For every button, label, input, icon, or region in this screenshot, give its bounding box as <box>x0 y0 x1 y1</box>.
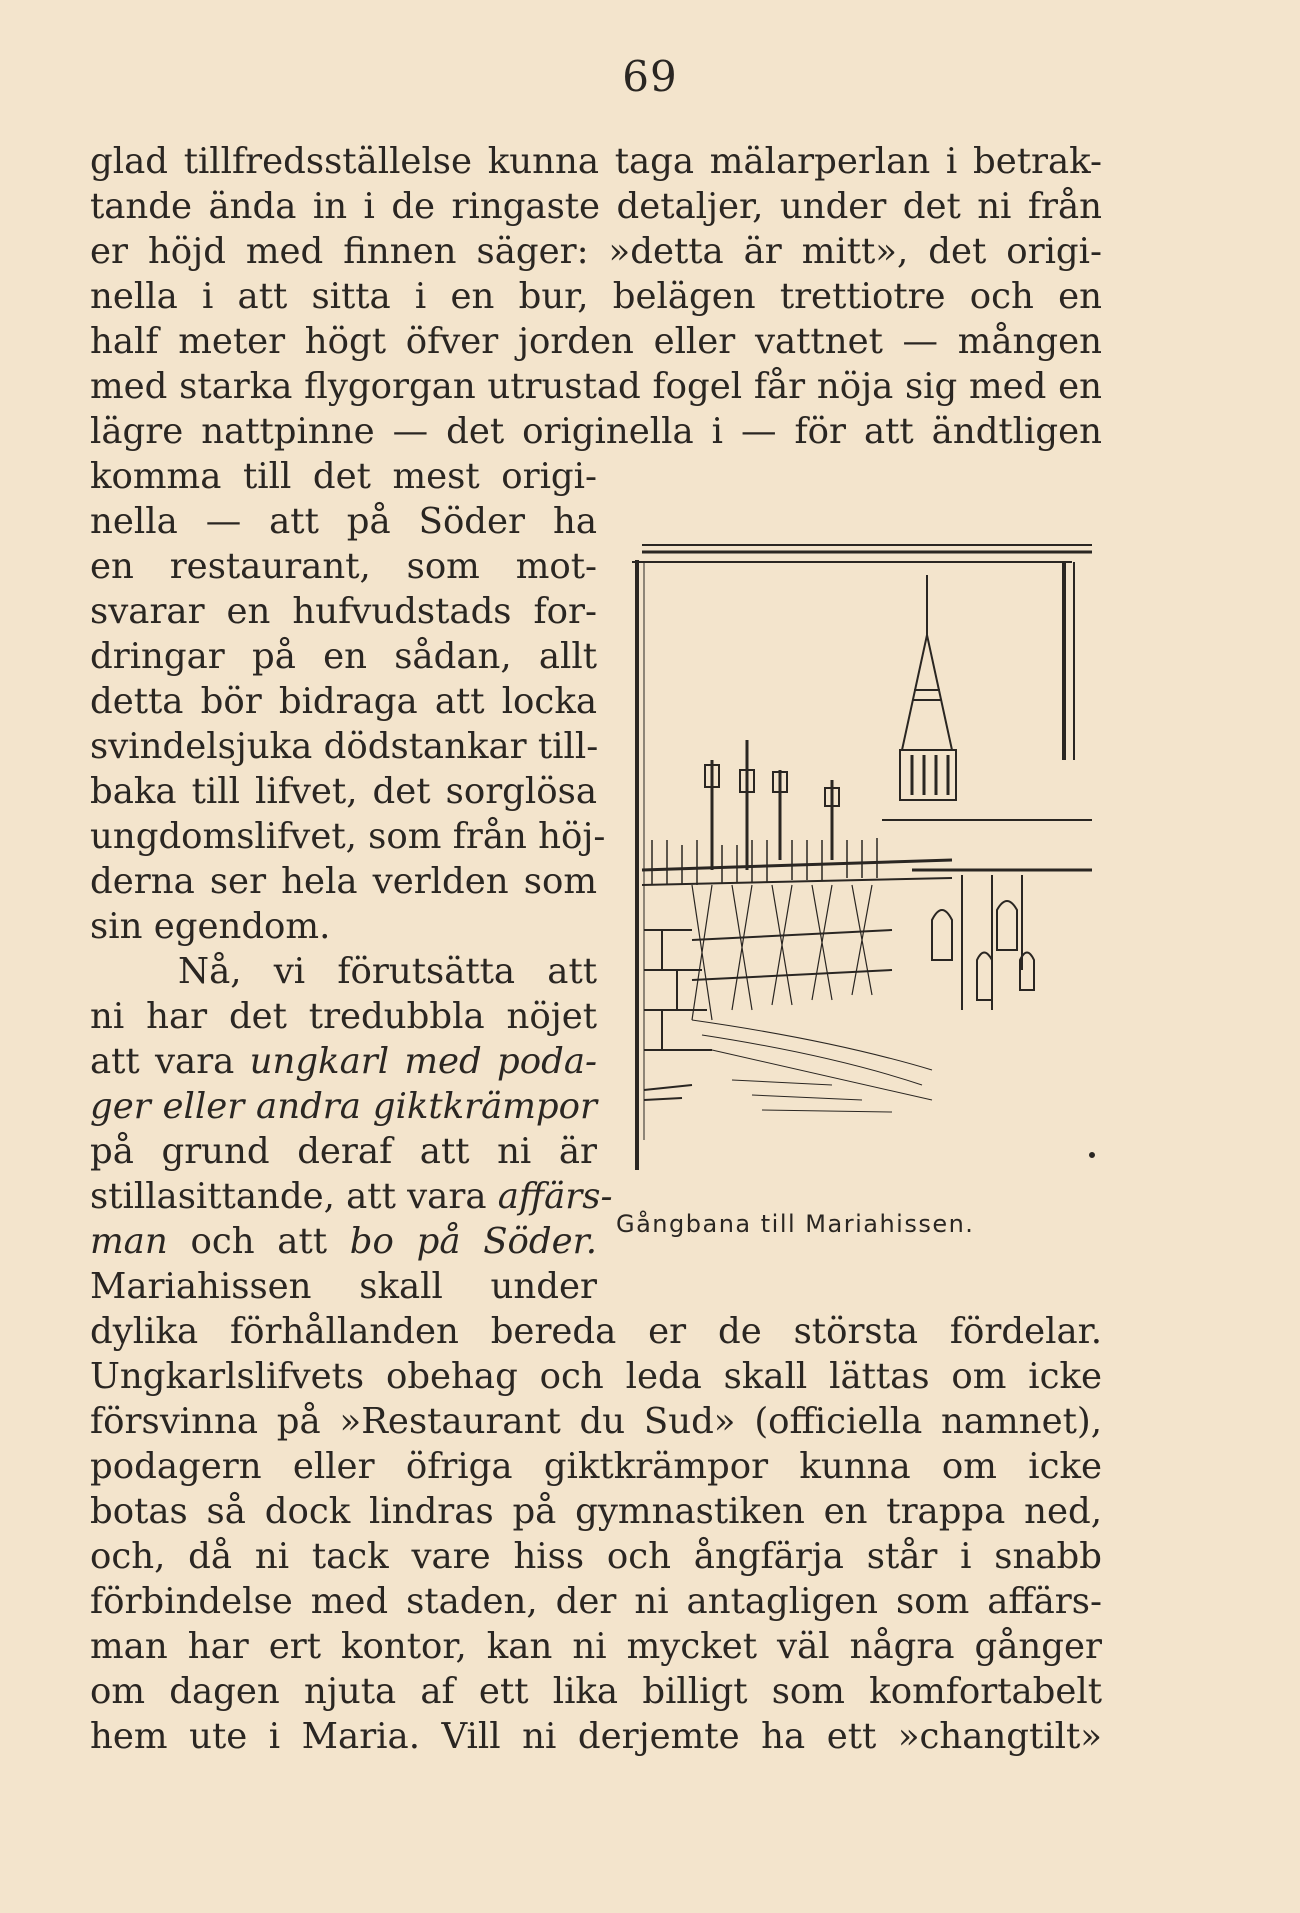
text-line: Mariahissen skall under <box>90 1266 597 1307</box>
text-line <box>90 1040 597 1084</box>
italic-run: ger eller andra giktkrämpor <box>90 1086 597 1127</box>
text-line: Ungkarlslifvets obehag och leda skall lättas om icke <box>90 1356 1102 1397</box>
text-line: tande ända in i de ringaste detaljer, under det ni från <box>90 186 1102 227</box>
text-line <box>90 1175 613 1219</box>
text-line: på grund deraf att ni är <box>90 1131 597 1172</box>
text-line: dringar på en sådan, allt <box>90 636 597 677</box>
text-line: man har ert kontor, kan ni mycket väl några gånger <box>90 1626 1102 1667</box>
text-line: detta bör bidraga att locka <box>90 681 597 722</box>
italic-run: man <box>90 1221 168 1262</box>
engraving-illustration <box>632 540 1102 1180</box>
page-number: 69 <box>622 52 678 101</box>
text-line: hem ute i Maria. Vill ni derjemte ha ett »changtilt» <box>90 1716 1102 1757</box>
text-run: stillasittande, att vara <box>90 1176 487 1217</box>
text-line: baka till lifvet, det sorglösa <box>90 771 597 812</box>
text-line: dylika förhållanden bereda er de största fördelar. <box>90 1311 1102 1352</box>
text-line: ni har det tredubbla nöjet <box>90 996 597 1037</box>
text-line <box>90 1220 597 1264</box>
text-line: försvinna på »Restaurant du Sud» (officiella namnet), <box>90 1401 1102 1442</box>
text-line: podagern eller öfriga giktkrämpor kunna om icke <box>90 1446 1102 1487</box>
text-line: svindelsjuka dödstankar till- <box>90 726 599 767</box>
text-line: med starka flygorgan utrustad fogel får nöja sig med en <box>90 366 1102 407</box>
text-line: er höjd med finnen säger: »detta är mitt», det origi- <box>90 231 1102 272</box>
text-line: lägre nattpinne — det originella i — för att ändtligen <box>90 411 1102 452</box>
text-line: sin egendom. <box>90 906 331 947</box>
text-line <box>90 1085 597 1129</box>
italic-run: ungkarl med poda- <box>249 1041 597 1082</box>
text-line: förbindelse med staden, der ni antagligen som affärs- <box>90 1581 1102 1622</box>
text-line: om dagen njuta af ett lika billigt som komfortabelt <box>90 1671 1102 1712</box>
text-line: en restaurant, som mot- <box>90 546 597 587</box>
text-line: komma till det mest origi- <box>90 456 597 497</box>
figure-caption: Gångbana till Mariahissen. <box>616 1210 975 1238</box>
italic-run: bo på Söder. <box>349 1221 598 1262</box>
text-line: och, då ni tack vare hiss och ångfärja står i snabb <box>90 1536 1102 1577</box>
text-run: att vara <box>90 1041 235 1082</box>
text-line: nella i att sitta i en bur, belägen trettiotre och en <box>90 276 1102 317</box>
text-line: botas så dock lindras på gymnastiken en trappa ned, <box>90 1491 1102 1532</box>
text-line: nella — att på Söder ha <box>90 501 597 542</box>
illustration-walkway <box>632 540 1102 1180</box>
text-line: glad tillfredsställelse kunna taga mälarperlan i betrak- <box>90 141 1102 182</box>
text-run: och att <box>190 1221 328 1262</box>
text-line: derna ser hela verlden som <box>90 861 597 902</box>
text-line: Nå, vi förutsätta att <box>178 951 597 992</box>
italic-run: affärs- <box>497 1176 613 1217</box>
text-line: svarar en hufvudstads for- <box>90 591 597 632</box>
text-line: ungdomslifvet, som från höj- <box>90 816 606 857</box>
text-line: half meter högt öfver jorden eller vattnet — mången <box>90 321 1102 362</box>
